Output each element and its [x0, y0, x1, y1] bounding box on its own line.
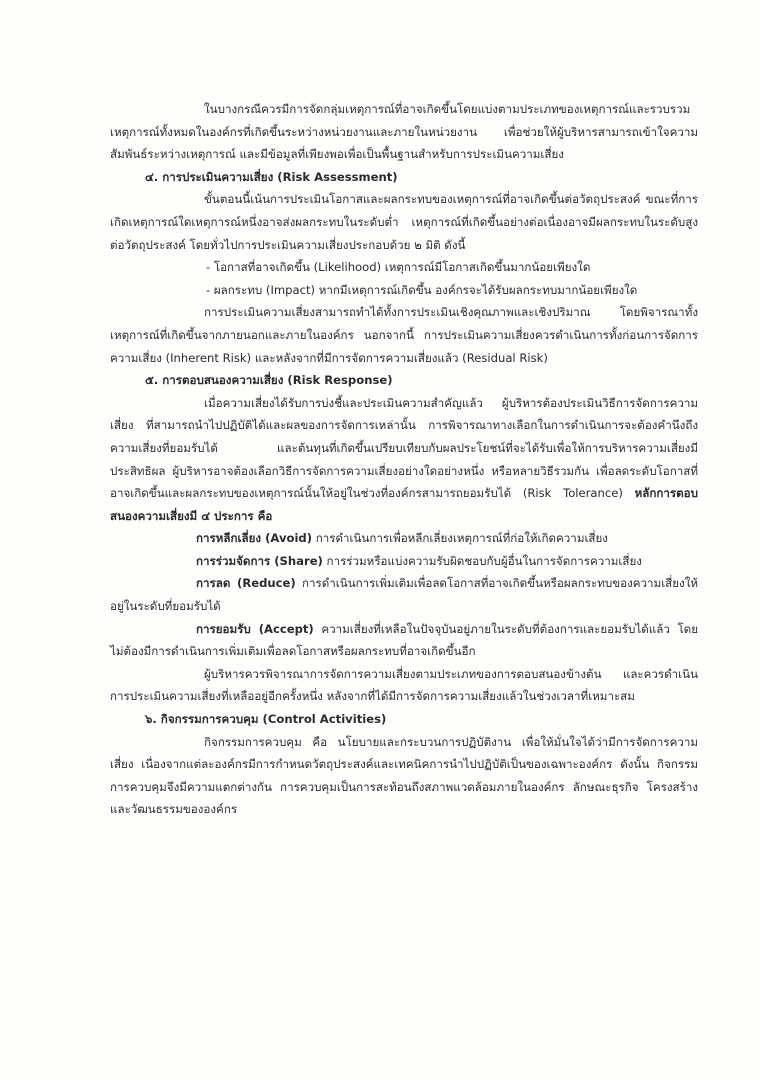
paragraph-risk-assessment: ขั้นตอนนี้เน้นการประเมินโอกาสและผลกระทบของเหตุการณ์ที่อาจเกิดขึ้นต่อวัตถุประสงค์ ขณะที่การเกิดเหตุการณ์ใดเหตุการณ์หนึ่งอาจส่งผลกระทบในระดับต่ำ เหตุการณ์ที่เกิดขึ้นอย่างต่อเนื่องอาจมีผลกระทบในระดับสูงต่อวัตถุประสงค์ โดยทั่วไปการประเมินความเสี่ยงประกอบด้วย ๒ มิติ ดังนี้	[110, 192, 698, 252]
document-body	[110, 98, 698, 821]
risk-response-text: เมื่อความเสี่ยงได้รับการบ่งชี้และประเมินความสำคัญแล้ว ผู้บริหารต้องประเมินวิธีการจัดการความเสี่ยง ที่สามารถนำไปปฏิบัติได้และผลของการจัดการเหล่านั้น การพิจารณาทางเลือกในการดำเนินการจะต้องคำนึงถึงความเสี่ยงที่ยอมรับได้ และต้นทุนที่เกิดขึ้นเปรียบเทียบกับผลประโยชน์ที่จะได้รับเพื่อให้การบริหารความเสี่ยงมีประสิทธิผล ผู้บริหารอาจต้องเลือกวิธีการจัดการความเสี่ยงอย่างใดอย่างหนึ่ง หรือหลายวิธีรวมกัน เพื่อลดระดับโอกาสที่อาจเกิดขึ้นและผลกระทบของเหตุการณ์นั้นให้อยู่ในช่วงที่องค์กรสามารถยอมรับได้ (Risk Tolerance)	[110, 395, 698, 501]
desc-share: การร่วมหรือแบ่งความรับผิดชอบกับผู้อื่นในการจัดการความเสี่ยง	[326, 553, 642, 568]
bullet-impact: - ผลกระทบ (Impact) หากมีเหตุการณ์เกิดขึ้น องค์กรจะได้รับผลกระทบมากน้อยเพียงใด	[206, 282, 638, 297]
principle-reduce	[110, 572, 698, 617]
term-reduce: การลด (Reduce)	[196, 576, 296, 591]
risk-response-principles: หลักการตอบสนองความเสี่ยงมี ๔ ประการ คือ	[110, 486, 698, 523]
term-avoid: การหลีกเลี่ยง (Avoid)	[196, 531, 313, 546]
term-accept: การยอมรับ (Accept)	[196, 621, 314, 636]
heading-control-activities: ๖. กิจกรรมการควบคุม (Control Activities)	[145, 712, 387, 727]
paragraph-control-activities: กิจกรรมการควบคุม คือ นโยบายและกระบวนการปฏิบัติงาน เพื่อให้มั่นใจได้ว่ามีการจัดการความเสี่ยง เนื่องจากแต่ละองค์กรมีการกำหนดวัตถุประสงค์และเทคนิคการนำไปปฏิบัติเป็นของเฉพาะองค์กร ดังนั้น กิจกรรมการควบคุมจึงมีความแตกต่างกัน การควบคุมเป็นการสะท้อนถึงสภาพแวดล้อมภายในองค์กร ลักษณะธุรกิจ โครงสร้างและวัฒนธรรมขององค์กร	[110, 734, 698, 817]
desc-reduce: การดำเนินการเพิ่มเติมเพื่อลดโอกาสที่อาจเกิดขึ้นหรือผลกระทบของความเสี่ยงให้อยู่ในระดับที่ยอมรับได้	[110, 576, 699, 614]
desc-avoid: การดำเนินการเพื่อหลีกเลี่ยงเหตุการณ์ที่ก่อให้เกิดความเสี่ยง	[315, 531, 608, 546]
principle-accept	[110, 618, 698, 663]
heading-risk-response: ๕. การตอบสนองความเสี่ยง (Risk Response)	[145, 373, 393, 388]
term-share: การร่วมจัดการ (Share)	[196, 553, 323, 568]
paragraph-assessment-method: การประเมินความเสี่ยงสามารถทำได้ทั้งการประเมินเชิงคุณภาพและเชิงปริมาณ โดยพิจารณาทั้งเหตุการณ์ที่เกิดขึ้นจากภายนอกและภายในองค์กร นอกจากนี้ การประเมินความเสี่ยงควรดำเนินการทั้งก่อนการจัดการความเสี่ยง (Inherent Risk) และหลังจากที่มีการจัดการความเสี่ยงแล้ว (Residual Risk)	[110, 305, 698, 365]
paragraph-event-grouping: ในบางกรณีควรมีการจัดกลุ่มเหตุการณ์ที่อาจเกิดขึ้นโดยแบ่งตามประเภทของเหตุการณ์และรวบรวมเหตุการณ์ทั้งหมดในองค์กรที่เกิดขึ้นระหว่างหน่วยงานและภายในหน่วยงาน เพื่อช่วยให้ผู้บริหารสามารถเข้าใจความสัมพันธ์ระหว่างเหตุการณ์ และมีข้อมูลที่เพียงพอเพื่อเป็นพื้นฐานสำหรับการประเมินความเสี่ยง	[110, 102, 698, 162]
paragraph-residual-assessment: ผู้บริหารควรพิจารณาการจัดการความเสี่ยงตามประเภทของการตอบสนองข้างต้น และควรดำเนินการประเมินความเสี่ยงที่เหลืออยู่อีกครั้งหนึ่ง หลังจากที่ได้มีการจัดการความเสี่ยงแล้วในช่วงเวลาที่เหมาะสม	[110, 666, 698, 704]
bullet-likelihood: - โอกาสที่อาจเกิดขึ้น (Likelihood) เหตุการณ์มีโอกาสเกิดขึ้นมากน้อยเพียงใด	[206, 260, 591, 275]
paragraph-risk-response	[110, 392, 698, 528]
heading-risk-assessment: ๔. การประเมินความเสี่ยง (Risk Assessment)	[145, 169, 398, 184]
principle-share	[110, 550, 698, 573]
desc-accept: ความเสี่ยงที่เหลือในปัจจุบันอยู่ภายในระดับที่ต้องการและยอมรับได้แล้ว โดยไม่ต้องมีการดำเนินการเพิ่มเติมเพื่อลดโอกาสหรือผลกระทบที่อาจเกิดขึ้นอีก	[110, 621, 698, 659]
principle-avoid	[110, 527, 698, 550]
